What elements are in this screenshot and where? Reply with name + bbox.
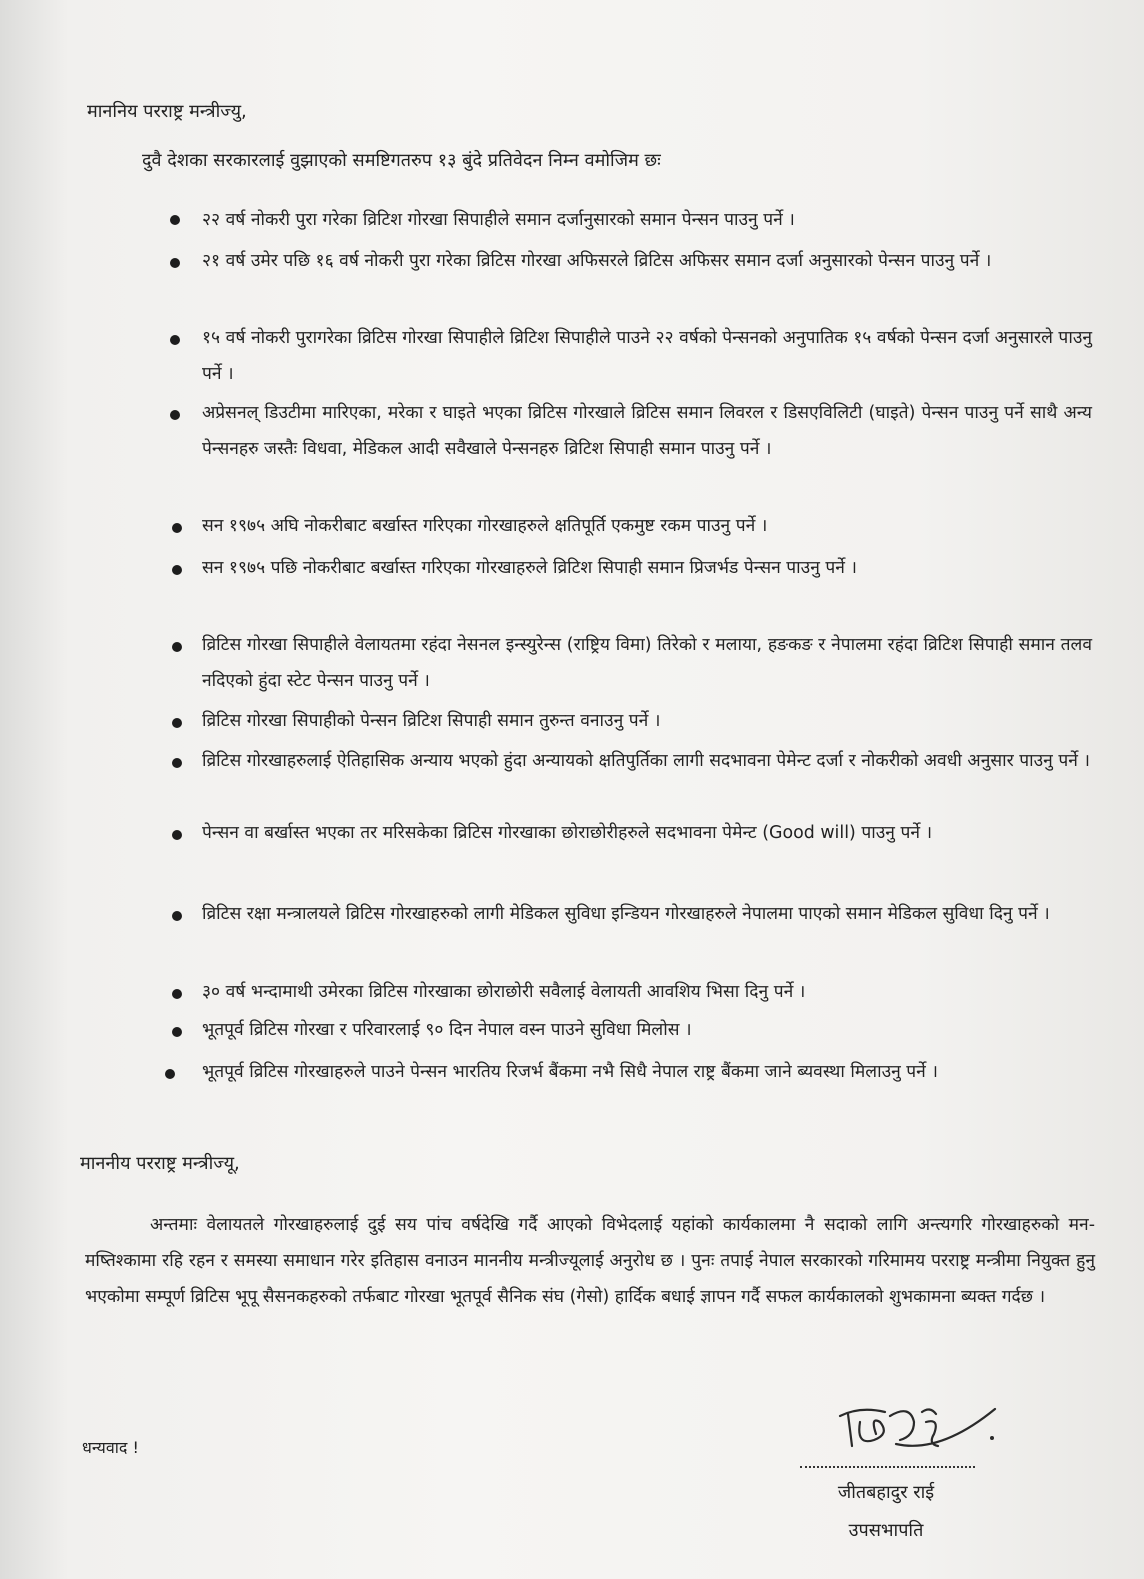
list-item: सन १९७५ पछि नोकरीबाट बर्खास्त गरिएका गोरखाहरुले व्रिटिश सिपाही समान प्रिजर्भड पेन्सन पाउनु पर्ने ।	[202, 558, 858, 578]
bullet-icon	[170, 335, 180, 345]
list-item: व्रिटिस गोरखाहरुलाई ऐतिहासिक अन्याय भएको हुंदा अन्यायको क्षतिपुर्तिका लागी सदभावना पेमेन्ट दर्जा र नोकरीको अवधी अनुसार पाउनु पर्ने ।	[202, 751, 1090, 771]
list-item: व्रिटिस गोरखा सिपाहीको पेन्सन व्रिटिश सिपाही समान तुरुन्त वनाउनु पर्ने ।	[202, 711, 661, 731]
closing-salutation: माननीय परराष्ट्र मन्त्रीज्यू,	[80, 1153, 240, 1174]
list-item: व्रिटिस गोरखा सिपाहीले वेलायतमा रहंदा नेसनल इन्स्युरेन्स (राष्ट्रिय विमा) तिरेको र मलाया, हङकङ र नेपालमा रहंदा व्रिटिश सिपाही समान तलव नदिएको हुंदा स्टेट पेन्सन पाउनु पर्ने ।	[202, 635, 1092, 691]
list-item: २१ वर्ष उमेर पछि १६ वर्ष नोकरी पुरा गरेका व्रिटिस गोरखा अफिसरले व्रिटिस अफिसर समान दर्जा अनुसारको पेन्सन पाउनु पर्ने ।	[202, 251, 992, 271]
bullet-icon	[170, 258, 180, 268]
bullet-icon	[172, 758, 182, 768]
list-item: पेन्सन वा बर्खास्त भएका तर मरिसकेका व्रिटिस गोरखाका छोराछोरीहरुले सदभावना पेमेन्ट (Good will) पाउनु पर्ने ।	[202, 823, 933, 843]
bullet-icon	[165, 1069, 175, 1079]
bullet-icon	[170, 410, 180, 420]
signature-line	[800, 1466, 975, 1468]
list-item: भूतपूर्व व्रिटिस गोरखा र परिवारलाई ९० दिन नेपाल वस्न पाउने सुविधा मिलोस ।	[202, 1020, 692, 1040]
salutation: माननिय परराष्ट्र मन्त्रीज्यु,	[87, 101, 247, 122]
bullet-icon	[172, 642, 182, 652]
bullet-icon	[170, 215, 180, 225]
closing-paragraph: अन्तमाः वेलायतले गोरखाहरुलाई दुई सय पांच वर्षदेखि गर्दै आएको विभेदलाई यहांको कार्यकालमा नै सदाको लागि अन्त्यगरि गोरखाहरुको मन-मष्तिश्कामा रहि रहन र समस्या समाधान गरेर इतिहास वनाउन माननीय मन्त्रीज्यूलाई अनुरोध छ । पुनः तपाई नेपाल सरकारको गरिमामय परराष्ट्र मन्त्रीमा नियुक्त हुनु भएकोमा सम्पूर्ण व्रिटिस भूपू सैसनकहरुको तर्फबाट गोरखा भूतपूर्व सैनिक संघ (गेसो) हार्दिक बधाई ज्ञापन गर्दै सफल कार्यकालको शुभकामना ब्यक्त गर्दछ ।	[85, 1215, 1095, 1307]
signer-title: उपसभापति	[848, 1520, 924, 1541]
bullet-icon	[172, 718, 182, 728]
list-item: २२ वर्ष नोकरी पुरा गरेका व्रिटिश गोरखा सिपाहीले समान दर्जानुसारको समान पेन्सन पाउनु पर्ने ।	[202, 210, 795, 230]
list-item: अप्रेसनल् डिउटीमा मारिएका, मरेका र घाइते भएका व्रिटिस गोरखाले व्रिटिस समान लिवरल र डिसएविलिटी (घाइते) पेन्सन पाउनु पर्ने साथै अन्य पेन्सनहरु जस्तैः विधवा, मेडिकल आदी सवैखाले पेन्सनहरु व्रिटिश सिपाही समान पाउनु पर्ने ।	[202, 403, 1092, 459]
signature-icon	[830, 1394, 1000, 1464]
list-item: ३० वर्ष भन्दामाथी उमेरका व्रिटिस गोरखाका छोराछोरी सवैलाई वेलायती आवशिय भिसा दिनु पर्ने ।	[202, 982, 806, 1002]
list-item: भूतपूर्व व्रिटिस गोरखाहरुले पाउने पेन्सन भारतिय रिजर्भ बैंकमा नभै सिधै नेपाल राष्ट्र बैंकमा जाने ब्यवस्था मिलाउनु पर्ने ।	[202, 1062, 938, 1082]
list-item: १५ वर्ष नोकरी पुरागरेका व्रिटिस गोरखा सिपाहीले व्रिटिश सिपाहीले पाउने २२ वर्षको पेन्सनको अनुपातिक १५ वर्षको पेन्सन दर्जा अनुसारले पाउनु पर्ने ।	[202, 328, 1092, 384]
bullet-icon	[172, 911, 182, 921]
list-item: सन १९७५ अघि नोकरीबाट बर्खास्त गरिएका गोरखाहरुले क्षतिपूर्ति एकमुष्ट रकम पाउनु पर्ने ।	[202, 516, 768, 536]
list-item: व्रिटिस रक्षा मन्त्रालयले व्रिटिस गोरखाहरुको लागी मेडिकल सुविधा इन्डियन गोरखाहरुले नेपालमा पाएको समान मेडिकल सुविधा दिनु पर्ने ।	[202, 904, 1050, 924]
bullet-icon	[172, 565, 182, 575]
bullet-icon	[172, 989, 182, 999]
bullet-icon	[172, 1027, 182, 1037]
signer-name: जीतबहादुर राई	[837, 1482, 935, 1503]
thanks-line: धन्यवाद !	[82, 1438, 139, 1457]
bullet-icon	[172, 523, 182, 533]
bullet-icon	[172, 830, 182, 840]
intro-line: दुवै देशका सरकारलाई वुझाएको समष्टिगतरुप १३ बुंदे प्रतिवेदन निम्न वमोजिम छः	[142, 150, 661, 171]
